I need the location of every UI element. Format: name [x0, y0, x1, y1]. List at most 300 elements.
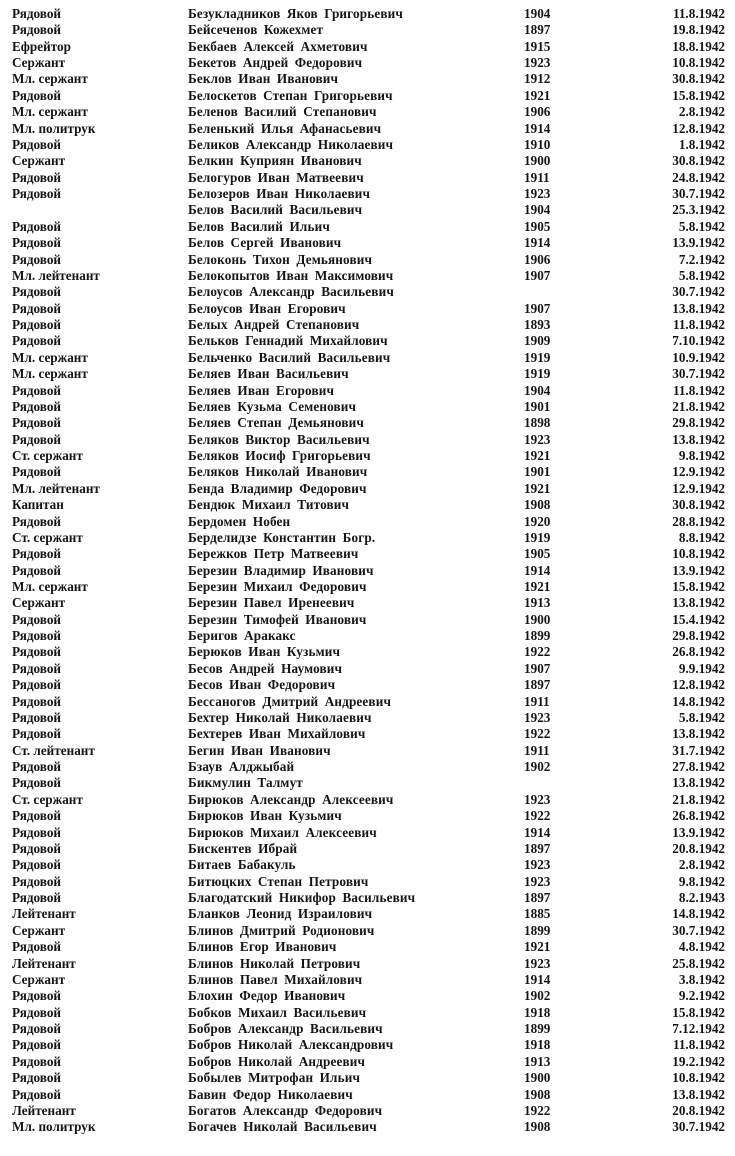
- date-cell: 9.8.1942: [678, 448, 725, 464]
- rank-cell: Рядовой: [12, 628, 62, 644]
- list-row: [0, 595, 735, 611]
- date-cell: 30.7.1942: [672, 1119, 725, 1135]
- rank-cell: Рядовой: [12, 6, 62, 21]
- name-cell: Беригов Аракакс: [188, 628, 296, 644]
- rank-cell: Рядовой: [12, 726, 62, 742]
- date-cell: 13.8.1942: [672, 300, 725, 316]
- name-cell: Бехтер Николай Николаевич: [188, 709, 372, 725]
- list-row: [0, 481, 735, 497]
- name-cell: Берделидзе Константин Богр.: [188, 529, 376, 545]
- birth-year-cell: 1923: [524, 431, 551, 447]
- date-cell: 13.8.1942: [672, 726, 725, 742]
- list-row: [0, 939, 735, 955]
- rank-cell: Рядовой: [12, 22, 62, 38]
- list-row: [0, 350, 735, 366]
- name-cell: Бирюков Иван Кузьмич: [188, 808, 342, 824]
- name-cell: Березин Тимофей Иванович: [188, 611, 367, 627]
- list-row: [0, 137, 735, 153]
- list-row: [0, 121, 735, 137]
- birth-year-cell: 1899: [524, 1021, 551, 1037]
- list-row: [0, 1005, 735, 1021]
- list-row: [0, 170, 735, 186]
- birth-year-cell: 1897: [524, 677, 551, 693]
- rank-cell: Рядовой: [12, 1053, 62, 1069]
- rank-cell: Рядовой: [12, 136, 62, 152]
- list-row: [0, 956, 735, 972]
- date-cell: 15.4.1942: [672, 611, 725, 627]
- date-cell: 26.8.1942: [672, 644, 725, 660]
- rank-cell: Сержант: [12, 595, 66, 611]
- name-cell: Бискентев Ибрай: [188, 840, 298, 856]
- list-row: [0, 857, 735, 873]
- name-cell: Бесов Андрей Наумович: [188, 660, 343, 676]
- name-cell: Бирюков Александр Алексеевич: [188, 791, 394, 807]
- name-cell: Беляев Степан Демьянович: [188, 415, 364, 431]
- birth-year-cell: 1898: [524, 415, 551, 431]
- name-cell: Белых Андрей Степанович: [188, 317, 360, 333]
- list-row: [0, 677, 735, 693]
- rank-cell: Мл. политрук: [12, 1119, 96, 1135]
- birth-year-cell: 1907: [524, 300, 551, 316]
- rank-cell: Лейтенант: [12, 906, 76, 922]
- date-cell: 24.8.1942: [672, 169, 725, 185]
- name-cell: Бельков Геннадий Михайлович: [188, 333, 388, 349]
- date-cell: 13.9.1942: [672, 824, 725, 840]
- list-row: [0, 661, 735, 677]
- date-cell: 20.8.1942: [672, 1102, 725, 1118]
- birth-year-cell: 1906: [524, 104, 551, 120]
- date-cell: 13.8.1942: [672, 595, 725, 611]
- name-cell: Беликов Александр Николаевич: [188, 136, 394, 152]
- date-cell: 15.8.1942: [672, 87, 725, 103]
- rank-cell: Рядовой: [12, 186, 62, 202]
- list-row: [0, 235, 735, 251]
- list-row: [0, 906, 735, 922]
- rank-cell: Рядовой: [12, 317, 62, 333]
- list-row: [0, 612, 735, 628]
- date-cell: 1.8.1942: [678, 136, 725, 152]
- date-cell: 11.8.1942: [672, 6, 725, 21]
- name-cell: Бирюков Михаил Алексеевич: [188, 824, 377, 840]
- birth-year-cell: 1911: [524, 169, 550, 185]
- name-cell: Благодатский Никифор Васильевич: [188, 890, 416, 906]
- birth-year-cell: 1901: [524, 398, 551, 414]
- date-cell: 18.8.1942: [672, 38, 725, 54]
- list-row: [0, 284, 735, 300]
- list-row: [0, 497, 735, 513]
- list-row: [0, 890, 735, 906]
- rank-cell: Рядовой: [12, 464, 62, 480]
- rank-cell: Мл. сержант: [12, 71, 88, 87]
- birth-year-cell: 1910: [524, 136, 551, 152]
- date-cell: 20.8.1942: [672, 840, 725, 856]
- list-row: [0, 186, 735, 202]
- name-cell: Белоскетов Степан Григорьевич: [188, 87, 393, 103]
- name-cell: Беляков Виктор Васильевич: [188, 431, 370, 447]
- date-cell: 13.9.1942: [672, 235, 725, 251]
- birth-year-cell: 1900: [524, 153, 551, 169]
- date-cell: 27.8.1942: [672, 759, 725, 775]
- date-cell: 15.8.1942: [672, 579, 725, 594]
- list-row: [0, 563, 735, 579]
- rank-cell: Рядовой: [12, 808, 62, 824]
- name-cell: Беленов Василий Степанович: [188, 104, 377, 120]
- birth-year-cell: 1897: [524, 840, 551, 856]
- rank-cell: Сержант: [12, 153, 66, 169]
- date-cell: 12.8.1942: [672, 120, 725, 136]
- name-cell: Бердомен Нобен: [188, 513, 291, 529]
- birth-year-cell: 1902: [524, 988, 551, 1004]
- birth-year-cell: 1923: [524, 857, 551, 873]
- date-cell: 13.8.1942: [672, 775, 725, 791]
- date-cell: 30.7.1942: [672, 284, 725, 300]
- list-row: [0, 366, 735, 382]
- date-cell: 3.8.1942: [678, 971, 725, 987]
- name-cell: Бекбаев Алексей Ахметович: [188, 38, 368, 54]
- name-cell: Бавин Федор Николаевич: [188, 1086, 353, 1102]
- name-cell: Белогуров Иван Матвеевич: [188, 169, 364, 185]
- birth-year-cell: 1908: [524, 497, 551, 513]
- birth-year-cell: 1921: [524, 579, 551, 594]
- list-row: [0, 1054, 735, 1070]
- list-row: [0, 1070, 735, 1086]
- name-cell: Бехтерев Иван Михайлович: [188, 726, 366, 742]
- date-cell: 11.8.1942: [672, 317, 725, 333]
- list-row: [0, 415, 735, 431]
- list-row: [0, 775, 735, 791]
- date-cell: 25.3.1942: [672, 202, 725, 218]
- rank-cell: Рядовой: [12, 235, 62, 251]
- rank-cell: Мл. сержант: [12, 366, 88, 382]
- date-cell: 21.8.1942: [672, 398, 725, 414]
- list-row: [0, 546, 735, 562]
- name-cell: Блинов Егор Иванович: [188, 939, 337, 955]
- date-cell: 13.9.1942: [672, 562, 725, 578]
- date-cell: 15.8.1942: [672, 1004, 725, 1020]
- birth-year-cell: 1921: [524, 448, 551, 464]
- name-cell: Бзаув Алджыбай: [188, 759, 295, 775]
- date-cell: 31.7.1942: [672, 742, 725, 758]
- date-cell: 12.8.1942: [672, 677, 725, 693]
- birth-year-cell: 1919: [524, 529, 551, 545]
- birth-year-cell: 1902: [524, 759, 551, 775]
- name-cell: Белокопытов Иван Максимович: [188, 267, 394, 283]
- name-cell: Бегин Иван Иванович: [188, 742, 331, 758]
- name-cell: Белоусов Иван Егорович: [188, 300, 346, 316]
- rank-cell: Рядовой: [12, 284, 62, 300]
- casualty-list: [0, 6, 735, 1152]
- list-row: [0, 694, 735, 710]
- birth-year-cell: 1904: [524, 6, 551, 21]
- birth-year-cell: 1915: [524, 38, 551, 54]
- rank-cell: Рядовой: [12, 988, 62, 1004]
- name-cell: Беляев Иван Васильевич: [188, 366, 349, 382]
- rank-cell: Рядовой: [12, 431, 62, 447]
- rank-cell: Мл. лейтенант: [12, 267, 100, 283]
- birth-year-cell: 1923: [524, 955, 551, 971]
- date-cell: 30.7.1942: [672, 922, 725, 938]
- list-row: [0, 988, 735, 1004]
- birth-year-cell: 1914: [524, 120, 551, 136]
- birth-year-cell: 1914: [524, 562, 551, 578]
- name-cell: Бобров Николай Александрович: [188, 1037, 394, 1053]
- name-cell: Бенда Владимир Федорович: [188, 480, 367, 496]
- name-cell: Бланков Леонид Израилович: [188, 906, 373, 922]
- date-cell: 8.8.1942: [678, 529, 725, 545]
- list-row: [0, 104, 735, 120]
- date-cell: 7.2.1942: [678, 251, 725, 267]
- rank-cell: Рядовой: [12, 251, 62, 267]
- name-cell: Беленький Илья Афанасьевич: [188, 120, 382, 136]
- list-row: [0, 6, 735, 22]
- date-cell: 7.10.1942: [672, 333, 725, 349]
- rank-cell: Мл. сержант: [12, 104, 88, 120]
- name-cell: Беляев Кузьма Семенович: [188, 398, 357, 414]
- rank-cell: Рядовой: [12, 1004, 62, 1020]
- list-row: [0, 972, 735, 988]
- name-cell: Блинов Павел Михайлович: [188, 971, 363, 987]
- birth-year-cell: 1905: [524, 218, 551, 234]
- date-cell: 7.12.1942: [672, 1021, 725, 1037]
- list-row: [0, 710, 735, 726]
- list-row: [0, 268, 735, 284]
- date-cell: 5.8.1942: [678, 709, 725, 725]
- list-row: [0, 39, 735, 55]
- birth-year-cell: 1899: [524, 628, 551, 644]
- birth-year-cell: 1923: [524, 55, 551, 71]
- rank-cell: Ст. сержант: [12, 448, 83, 464]
- name-cell: Беляев Иван Егорович: [188, 382, 335, 398]
- list-row: [0, 841, 735, 857]
- rank-cell: Лейтенант: [12, 1102, 76, 1118]
- birth-year-cell: 1921: [524, 87, 551, 103]
- rank-cell: Рядовой: [12, 824, 62, 840]
- rank-cell: Рядовой: [12, 169, 62, 185]
- name-cell: Бобков Михаил Васильевич: [188, 1004, 367, 1020]
- list-row: [0, 383, 735, 399]
- birth-year-cell: 1922: [524, 1102, 551, 1118]
- birth-year-cell: 1899: [524, 922, 551, 938]
- list-row: [0, 219, 735, 235]
- name-cell: Белов Василий Васильевич: [188, 202, 363, 218]
- list-row: [0, 579, 735, 595]
- birth-year-cell: 1904: [524, 202, 551, 218]
- birth-year-cell: 1897: [524, 890, 551, 906]
- date-cell: 30.8.1942: [672, 71, 725, 87]
- birth-year-cell: 1885: [524, 906, 551, 922]
- date-cell: 10.9.1942: [672, 349, 725, 365]
- list-row: [0, 628, 735, 644]
- date-cell: 2.8.1942: [678, 104, 725, 120]
- list-row: [0, 1119, 735, 1135]
- rank-cell: Сержант: [12, 55, 66, 71]
- birth-year-cell: 1908: [524, 1086, 551, 1102]
- name-cell: Безукладников Яков Григорьевич: [188, 6, 403, 21]
- birth-year-cell: 1919: [524, 366, 551, 382]
- birth-year-cell: 1907: [524, 660, 551, 676]
- date-cell: 10.8.1942: [672, 546, 725, 562]
- birth-year-cell: 1904: [524, 382, 551, 398]
- date-cell: 19.8.1942: [672, 22, 725, 38]
- list-row: [0, 792, 735, 808]
- birth-year-cell: 1912: [524, 71, 551, 87]
- date-cell: 29.8.1942: [672, 415, 725, 431]
- date-cell: 30.8.1942: [672, 153, 725, 169]
- name-cell: Бобров Александр Васильевич: [188, 1021, 383, 1037]
- rank-cell: Рядовой: [12, 333, 62, 349]
- birth-year-cell: 1921: [524, 939, 551, 955]
- name-cell: Березин Владимир Иванович: [188, 562, 374, 578]
- birth-year-cell: 1914: [524, 824, 551, 840]
- name-cell: Березин Павел Иренеевич: [188, 595, 355, 611]
- rank-cell: Рядовой: [12, 1037, 62, 1053]
- birth-year-cell: 1900: [524, 611, 551, 627]
- list-row: [0, 71, 735, 87]
- birth-year-cell: 1913: [524, 1053, 551, 1069]
- list-row: [0, 530, 735, 546]
- date-cell: 8.2.1943: [678, 890, 725, 906]
- name-cell: Бессаногов Дмитрий Андреевич: [188, 693, 392, 709]
- name-cell: Бобылев Митрофан Ильич: [188, 1070, 361, 1086]
- list-row: [0, 448, 735, 464]
- list-row: [0, 153, 735, 169]
- name-cell: Богатов Александр Федорович: [188, 1102, 383, 1118]
- rank-cell: Рядовой: [12, 939, 62, 955]
- rank-cell: Капитан: [12, 497, 64, 513]
- birth-year-cell: 1913: [524, 595, 551, 611]
- birth-year-cell: 1893: [524, 317, 551, 333]
- name-cell: Бережков Петр Матвеевич: [188, 546, 359, 562]
- birth-year-cell: 1923: [524, 791, 551, 807]
- date-cell: 29.8.1942: [672, 628, 725, 644]
- name-cell: Бесов Иван Федорович: [188, 677, 336, 693]
- rank-cell: Сержант: [12, 971, 66, 987]
- name-cell: Бекетов Андрей Федорович: [188, 55, 363, 71]
- list-row: [0, 808, 735, 824]
- name-cell: Бендюк Михаил Титович: [188, 497, 350, 513]
- date-cell: 12.9.1942: [672, 464, 725, 480]
- birth-year-cell: 1907: [524, 267, 551, 283]
- list-row: [0, 464, 735, 480]
- birth-year-cell: 1901: [524, 464, 551, 480]
- rank-cell: Мл. сержант: [12, 579, 88, 594]
- birth-year-cell: 1919: [524, 349, 551, 365]
- rank-cell: Рядовой: [12, 693, 62, 709]
- rank-cell: Рядовой: [12, 709, 62, 725]
- list-row: [0, 22, 735, 38]
- birth-year-cell: 1923: [524, 873, 551, 889]
- list-row: [0, 743, 735, 759]
- date-cell: 2.8.1942: [678, 857, 725, 873]
- date-cell: 21.8.1942: [672, 791, 725, 807]
- name-cell: Блинов Дмитрий Родионович: [188, 922, 375, 938]
- rank-cell: Рядовой: [12, 398, 62, 414]
- rank-cell: Рядовой: [12, 546, 62, 562]
- list-row: [0, 55, 735, 71]
- date-cell: 5.8.1942: [678, 267, 725, 283]
- name-cell: Белкин Куприян Иванович: [188, 153, 362, 169]
- name-cell: Богачев Николай Васильевич: [188, 1119, 377, 1135]
- name-cell: Березин Михаил Федорович: [188, 579, 367, 594]
- name-cell: Беляков Иосиф Григорьевич: [188, 448, 371, 464]
- rank-cell: Рядовой: [12, 775, 62, 791]
- rank-cell: Рядовой: [12, 218, 62, 234]
- name-cell: Битюцких Степан Петрович: [188, 873, 369, 889]
- rank-cell: Рядовой: [12, 562, 62, 578]
- birth-year-cell: 1922: [524, 726, 551, 742]
- list-row: [0, 202, 735, 218]
- list-row: [0, 1103, 735, 1119]
- birth-year-cell: 1897: [524, 22, 551, 38]
- list-row: [0, 432, 735, 448]
- list-row: [0, 874, 735, 890]
- rank-cell: Рядовой: [12, 857, 62, 873]
- rank-cell: Рядовой: [12, 300, 62, 316]
- rank-cell: Рядовой: [12, 759, 62, 775]
- date-cell: 14.8.1942: [672, 906, 725, 922]
- birth-year-cell: 1908: [524, 1119, 551, 1135]
- name-cell: Белоусов Александр Васильевич: [188, 284, 394, 300]
- list-row: [0, 514, 735, 530]
- rank-cell: Рядовой: [12, 87, 62, 103]
- rank-cell: Рядовой: [12, 1086, 62, 1102]
- name-cell: Белоконь Тихон Демьянович: [188, 251, 373, 267]
- date-cell: 30.8.1942: [672, 497, 725, 513]
- name-cell: Белов Сергей Иванович: [188, 235, 342, 251]
- list-row: [0, 644, 735, 660]
- date-cell: 9.8.1942: [678, 873, 725, 889]
- date-cell: 4.8.1942: [678, 939, 725, 955]
- list-row: [0, 923, 735, 939]
- date-cell: 28.8.1942: [672, 513, 725, 529]
- rank-cell: Мл. политрук: [12, 120, 96, 136]
- rank-cell: Ст. сержант: [12, 529, 83, 545]
- date-cell: 5.8.1942: [678, 218, 725, 234]
- date-cell: 13.8.1942: [672, 1086, 725, 1102]
- rank-cell: Рядовой: [12, 415, 62, 431]
- list-row: [0, 825, 735, 841]
- rank-cell: Рядовой: [12, 382, 62, 398]
- birth-year-cell: 1914: [524, 971, 551, 987]
- birth-year-cell: 1922: [524, 808, 551, 824]
- birth-year-cell: 1905: [524, 546, 551, 562]
- name-cell: Блохин Федор Иванович: [188, 988, 346, 1004]
- list-row: [0, 1087, 735, 1103]
- rank-cell: Мл. лейтенант: [12, 480, 100, 496]
- list-row: [0, 317, 735, 333]
- name-cell: Белов Василий Ильич: [188, 218, 330, 234]
- date-cell: 9.9.1942: [678, 660, 725, 676]
- list-row: [0, 88, 735, 104]
- list-row: [0, 1021, 735, 1037]
- birth-year-cell: 1923: [524, 709, 551, 725]
- rank-cell: Рядовой: [12, 644, 62, 660]
- date-cell: 11.8.1942: [672, 382, 725, 398]
- birth-year-cell: 1921: [524, 480, 551, 496]
- birth-year-cell: 1911: [524, 693, 550, 709]
- birth-year-cell: 1918: [524, 1004, 551, 1020]
- name-cell: Бобров Николай Андреевич: [188, 1053, 366, 1069]
- birth-year-cell: 1906: [524, 251, 551, 267]
- rank-cell: Рядовой: [12, 677, 62, 693]
- name-cell: Беклов Иван Иванович: [188, 71, 339, 87]
- name-cell: Бейсеченов Кожехмет: [188, 22, 324, 38]
- rank-cell: Ст. сержант: [12, 791, 83, 807]
- date-cell: 13.8.1942: [672, 431, 725, 447]
- rank-cell: Рядовой: [12, 890, 62, 906]
- name-cell: Белозеров Иван Николаевич: [188, 186, 371, 202]
- birth-year-cell: 1922: [524, 644, 551, 660]
